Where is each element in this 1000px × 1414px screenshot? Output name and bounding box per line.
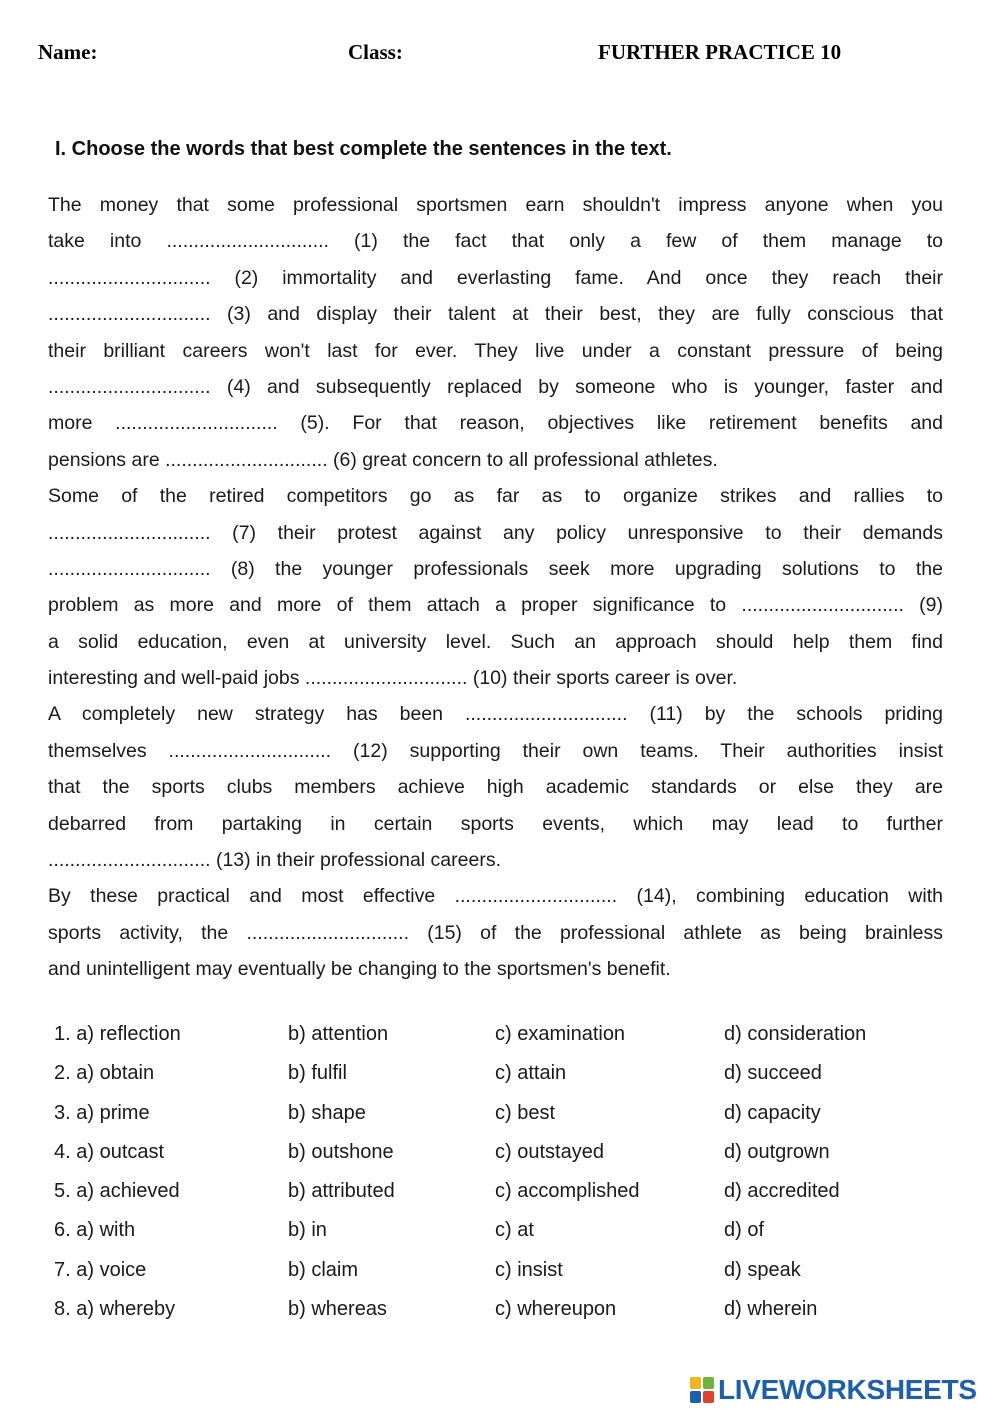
answer-option[interactable]: b) attributed xyxy=(288,1180,395,1203)
passage-line: .............................. (4) and subsequently replaced by someone who is younger, faster and xyxy=(48,375,943,398)
passage-line: .............................. (7) their protest against any policy unresponsive to their demands xyxy=(48,521,943,544)
answer-option[interactable]: 6. a) with xyxy=(54,1219,136,1242)
answer-option[interactable]: d) of xyxy=(724,1219,765,1242)
passage-text xyxy=(48,187,943,988)
passage-line: By these practical and most effective .............................. (14), combining education with xyxy=(48,885,943,908)
answer-option[interactable]: b) shape xyxy=(288,1101,366,1124)
passage-line: interesting and well-paid jobs .............................. (10) their sports career is over. xyxy=(48,667,738,690)
passage-line: .............................. (13) in their professional careers. xyxy=(48,849,501,872)
answer-option[interactable]: c) best xyxy=(495,1101,556,1124)
answer-option[interactable]: c) attain xyxy=(495,1062,567,1085)
answer-option[interactable]: 2. a) obtain xyxy=(54,1062,155,1085)
passage-line: The money that some professional sportsmen earn shouldn't impress anyone when you xyxy=(48,194,943,216)
answer-option[interactable]: b) claim xyxy=(288,1258,359,1281)
passage-line: themselves .............................. (12) supporting their own teams. Their authorities insist xyxy=(48,739,943,762)
logo-square xyxy=(703,1377,714,1389)
answer-option[interactable]: b) fulfil xyxy=(288,1062,347,1085)
passage-line: their brilliant careers won't last for ever. They live under a constant pressure of being xyxy=(48,339,943,362)
answer-option[interactable]: d) wherein xyxy=(724,1298,818,1321)
passage-line: .............................. (3) and display their talent at their best, they are fully conscious that xyxy=(48,303,943,326)
passage-line: Some of the retired competitors go as far as to organize strikes and rallies to xyxy=(48,485,943,508)
passage-line: pensions are .............................. (6) great concern to all professional athletes. xyxy=(48,448,718,471)
logo-text: LIVEWORKSHEETS xyxy=(718,1374,977,1405)
answer-option[interactable]: d) consideration xyxy=(724,1023,867,1045)
section-title: I. Choose the words that best complete the sentences in the text. xyxy=(55,138,672,160)
answer-option[interactable]: c) at xyxy=(495,1219,534,1242)
passage-line: .............................. (8) the younger professionals seek more upgrading solutions to the xyxy=(48,557,943,580)
answer-option[interactable]: 1. a) reflection xyxy=(54,1023,181,1045)
passage-line: A completely new strategy has been .............................. (11) by the schools priding xyxy=(48,703,943,726)
class-label: Class: xyxy=(348,40,403,64)
answer-option[interactable]: 5. a) achieved xyxy=(54,1180,180,1203)
answer-option[interactable]: d) speak xyxy=(724,1258,801,1281)
answer-option[interactable]: b) outshone xyxy=(288,1140,394,1163)
answer-option[interactable]: 4. a) outcast xyxy=(54,1140,165,1163)
name-label: Name: xyxy=(38,40,98,64)
passage-line: .............................. (2) immortality and everlasting fame. And once they reach their xyxy=(48,266,943,289)
answer-option[interactable]: d) succeed xyxy=(724,1062,822,1085)
answer-option[interactable]: c) examination xyxy=(495,1023,626,1045)
worksheet-title: FURTHER PRACTICE 10 xyxy=(598,40,842,64)
liveworksheets-logo xyxy=(690,1374,977,1406)
logo-square xyxy=(690,1377,701,1389)
answer-option[interactable]: 7. a) voice xyxy=(54,1258,147,1281)
answer-option[interactable]: d) capacity xyxy=(724,1101,821,1124)
answer-option[interactable]: d) accredited xyxy=(724,1180,840,1203)
passage-line: problem as more and more of them attach a proper significance to .............................. (9) xyxy=(48,594,943,617)
answer-option[interactable]: b) in xyxy=(288,1219,327,1242)
answer-option[interactable]: c) outstayed xyxy=(495,1140,604,1163)
answer-option[interactable]: b) attention xyxy=(288,1023,389,1045)
answer-option[interactable]: d) outgrown xyxy=(724,1140,830,1163)
passage-line: more .............................. (5). For that reason, objectives like retirement benefits and xyxy=(48,412,943,435)
logo-square xyxy=(690,1391,701,1403)
passage-line: and unintelligent may eventually be changing to the sportsmen's benefit. xyxy=(48,958,671,981)
passage-line: a solid education, even at university level. Such an approach should help them find xyxy=(48,630,943,653)
passage-line: that the sports clubs members achieve high academic standards or else they are xyxy=(48,776,943,799)
liveworksheets-logo-icon xyxy=(690,1377,714,1403)
passage-line: sports activity, the .............................. (15) of the professional athlete as being brainless xyxy=(48,921,943,944)
answer-option[interactable]: b) whereas xyxy=(288,1298,387,1321)
answer-option[interactable]: c) accomplished xyxy=(495,1180,640,1203)
passage-line: debarred from partaking in certain sports events, which may lead to further xyxy=(48,812,943,835)
answer-option[interactable]: 3. a) prime xyxy=(54,1101,150,1124)
answer-option[interactable]: 8. a) whereby xyxy=(54,1298,176,1321)
logo-square xyxy=(703,1391,714,1403)
passage-line: take into .............................. (1) the fact that only a few of them manage to xyxy=(48,230,943,253)
answer-option[interactable]: c) whereupon xyxy=(495,1298,617,1321)
answer-option[interactable]: c) insist xyxy=(495,1258,563,1281)
